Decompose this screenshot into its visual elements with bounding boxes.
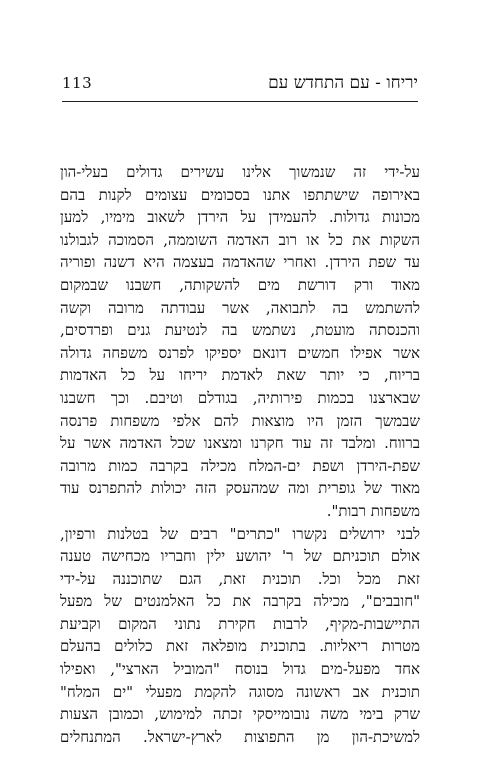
text-line: והכנסתה מועטת, נשתמש בה לנטיעת גנים ופרדסים,	[60, 321, 420, 340]
text-line: לבני ירושלים נקשרו "כתרים" רבים של בטלנות ורפיון,	[60, 524, 420, 543]
text-line: מכונות גדולות. להעמידן על הירדן לשאוב מימיו, למען	[60, 208, 420, 227]
text-line: אשר אפילו חמשים דונאם יספיקו לפרנס משפחה גדולה	[60, 343, 420, 362]
text-line: אולם תוכניתם של ר' יהושע ילין וחבריו מכחישה טענה	[60, 547, 420, 566]
page-number: 113	[62, 74, 93, 92]
text-line: ברווח. ומלבד זה עוד חקרנו ומצאנו שכל האדמה אשר על	[60, 434, 420, 453]
text-line: להשתמש בה לתבואה, אשר עבודתה מרובה וקשה	[60, 298, 420, 317]
body-text	[60, 161, 420, 748]
text-line: שבמשך הזמן היו מוצאות להם אלפי משפחות פרנסה	[60, 411, 420, 430]
text-line: על-ידי זה שנמשוך אלינו עשירים גדולים בעלי-הון	[60, 163, 420, 181]
header-rule	[62, 101, 418, 102]
running-title: יריחו - עם התחדש עם	[268, 73, 418, 93]
text-line: התיישבות-מקיף, לרבות חקירת נתוני המקום וקביעת	[60, 614, 420, 633]
text-line: מטרות ריאליות. בתוכנית מופלאה זאת כלולים בהעלם	[60, 637, 420, 656]
text-line: שפת-הירדן ושפת ים-המלח מכילה בקרבה כמות מרובה	[60, 456, 420, 475]
text-line: מאוד של גופרית ומה שמהעסק הזה יכולות להתפרנס עוד	[60, 479, 420, 498]
text-line: שרק בימי משה נובומייסקי זכתה למימוש, וכמובן הצעות	[60, 705, 420, 724]
text-line: משפחות רבות".	[326, 501, 420, 520]
text-line: שבארצנו בכמות פירותיה, בגודלם וטיבם. וכך חשבנו	[60, 388, 420, 407]
text-line: בריוח, כי יותר שאת לאדמת יריחו על כל האדמות	[60, 366, 420, 385]
text-line: "חובבים", מכילה בקרבה את כל האלמנטים של מפעל	[60, 592, 420, 611]
text-line: מאוד ורק דורשת מים להשקותה, חשבנו שבמקום	[60, 275, 420, 294]
text-line: תוכנית אב ראשונה מסוגה להקמת מפעלי "ים המלח"	[60, 682, 420, 701]
text-line: למשיכת-הון מן התפוצות לארץ-ישראל. המתנחלים	[60, 727, 420, 746]
page-header	[62, 70, 418, 96]
text-line: זאת מכל וכל. תוכנית זאת, הגם שתוכננה על-ידי	[60, 569, 420, 588]
text-line: עד שפת הירדן. ואחרי שהאדמה בעצמה היא דשנה ופוריה	[60, 253, 420, 272]
text-line: השקות את כל או רוב האדמה השוממה, הסמוכה לגבולנו	[60, 230, 420, 249]
text-line: אחד מפעל-מים גדול בנוסח "המוביל הארצי", ואפילו	[60, 660, 420, 679]
text-line: באירופה שישתתפו אתנו בסכומים עצומים לקנות בהם	[60, 185, 420, 204]
